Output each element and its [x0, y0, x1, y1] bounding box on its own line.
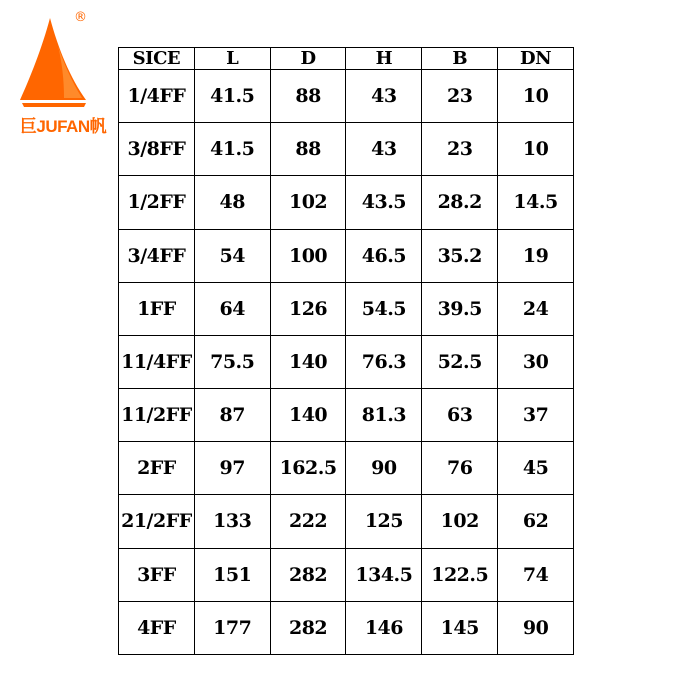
cell-b: 52.5	[422, 335, 498, 388]
header-dn: DN	[498, 48, 574, 70]
cell-h: 134.5	[346, 548, 422, 601]
cell-d: 282	[270, 601, 346, 654]
cell-size: 4FF	[119, 601, 195, 654]
cell-b: 122.5	[422, 548, 498, 601]
cell-d: 222	[270, 495, 346, 548]
cell-size: 11/2FF	[119, 389, 195, 442]
table-row	[119, 389, 574, 442]
cell-dn: 19	[498, 229, 574, 282]
cell-dn: 74	[498, 548, 574, 601]
cell-l: 41.5	[194, 123, 270, 176]
table-row	[119, 176, 574, 229]
cell-dn: 90	[498, 601, 574, 654]
cell-b: 23	[422, 70, 498, 123]
table-row	[119, 442, 574, 495]
cell-h: 54.5	[346, 282, 422, 335]
cell-d: 282	[270, 548, 346, 601]
cell-dn: 30	[498, 335, 574, 388]
cell-d: 126	[270, 282, 346, 335]
table-header-row	[119, 48, 574, 70]
header-b: B	[422, 48, 498, 70]
cell-h: 76.3	[346, 335, 422, 388]
table-row	[119, 282, 574, 335]
cell-d: 140	[270, 335, 346, 388]
cell-h: 43.5	[346, 176, 422, 229]
table-row	[119, 495, 574, 548]
table-row	[119, 548, 574, 601]
table-row	[119, 229, 574, 282]
cell-dn: 45	[498, 442, 574, 495]
cell-l: 64	[194, 282, 270, 335]
brand-logo	[6, 8, 118, 136]
cell-d: 100	[270, 229, 346, 282]
cell-l: 97	[194, 442, 270, 495]
cell-b: 145	[422, 601, 498, 654]
table-row	[119, 70, 574, 123]
cell-h: 81.3	[346, 389, 422, 442]
header-l: L	[194, 48, 270, 70]
cell-size: 11/4FF	[119, 335, 195, 388]
cell-d: 102	[270, 176, 346, 229]
cell-b: 35.2	[422, 229, 498, 282]
cell-l: 87	[194, 389, 270, 442]
cell-b: 102	[422, 495, 498, 548]
table-row	[119, 601, 574, 654]
cell-b: 39.5	[422, 282, 498, 335]
brand-name: 巨JUFAN帆	[19, 117, 107, 136]
header-h: H	[346, 48, 422, 70]
cell-l: 133	[194, 495, 270, 548]
cell-l: 48	[194, 176, 270, 229]
table-row	[119, 335, 574, 388]
cell-dn: 14.5	[498, 176, 574, 229]
cell-h: 43	[346, 70, 422, 123]
cell-l: 54	[194, 229, 270, 282]
cell-h: 46.5	[346, 229, 422, 282]
cell-h: 90	[346, 442, 422, 495]
cell-dn: 37	[498, 389, 574, 442]
cell-h: 125	[346, 495, 422, 548]
cell-b: 76	[422, 442, 498, 495]
cell-size: 21/2FF	[119, 495, 195, 548]
cell-l: 75.5	[194, 335, 270, 388]
header-d: D	[270, 48, 346, 70]
cell-b: 63	[422, 389, 498, 442]
cell-size: 1/2FF	[119, 176, 195, 229]
cell-dn: 62	[498, 495, 574, 548]
registered-mark: ®	[74, 10, 87, 25]
cell-d: 162.5	[270, 442, 346, 495]
cell-b: 28.2	[422, 176, 498, 229]
cell-b: 23	[422, 123, 498, 176]
cell-d: 88	[270, 123, 346, 176]
header-size: SICE	[119, 48, 195, 70]
cell-h: 146	[346, 601, 422, 654]
cell-l: 177	[194, 601, 270, 654]
cell-dn: 24	[498, 282, 574, 335]
cell-d: 88	[270, 70, 346, 123]
cell-size: 3/8FF	[119, 123, 195, 176]
cell-dn: 10	[498, 123, 574, 176]
cell-size: 2FF	[119, 442, 195, 495]
cell-size: 1FF	[119, 282, 195, 335]
sail-logo-icon	[6, 8, 118, 118]
cell-l: 151	[194, 548, 270, 601]
cell-l: 41.5	[194, 70, 270, 123]
cell-size: 3/4FF	[119, 229, 195, 282]
cell-h: 43	[346, 123, 422, 176]
cell-size: 3FF	[119, 548, 195, 601]
dimension-table	[118, 47, 574, 655]
cell-d: 140	[270, 389, 346, 442]
table-row	[119, 123, 574, 176]
cell-dn: 10	[498, 70, 574, 123]
cell-size: 1/4FF	[119, 70, 195, 123]
